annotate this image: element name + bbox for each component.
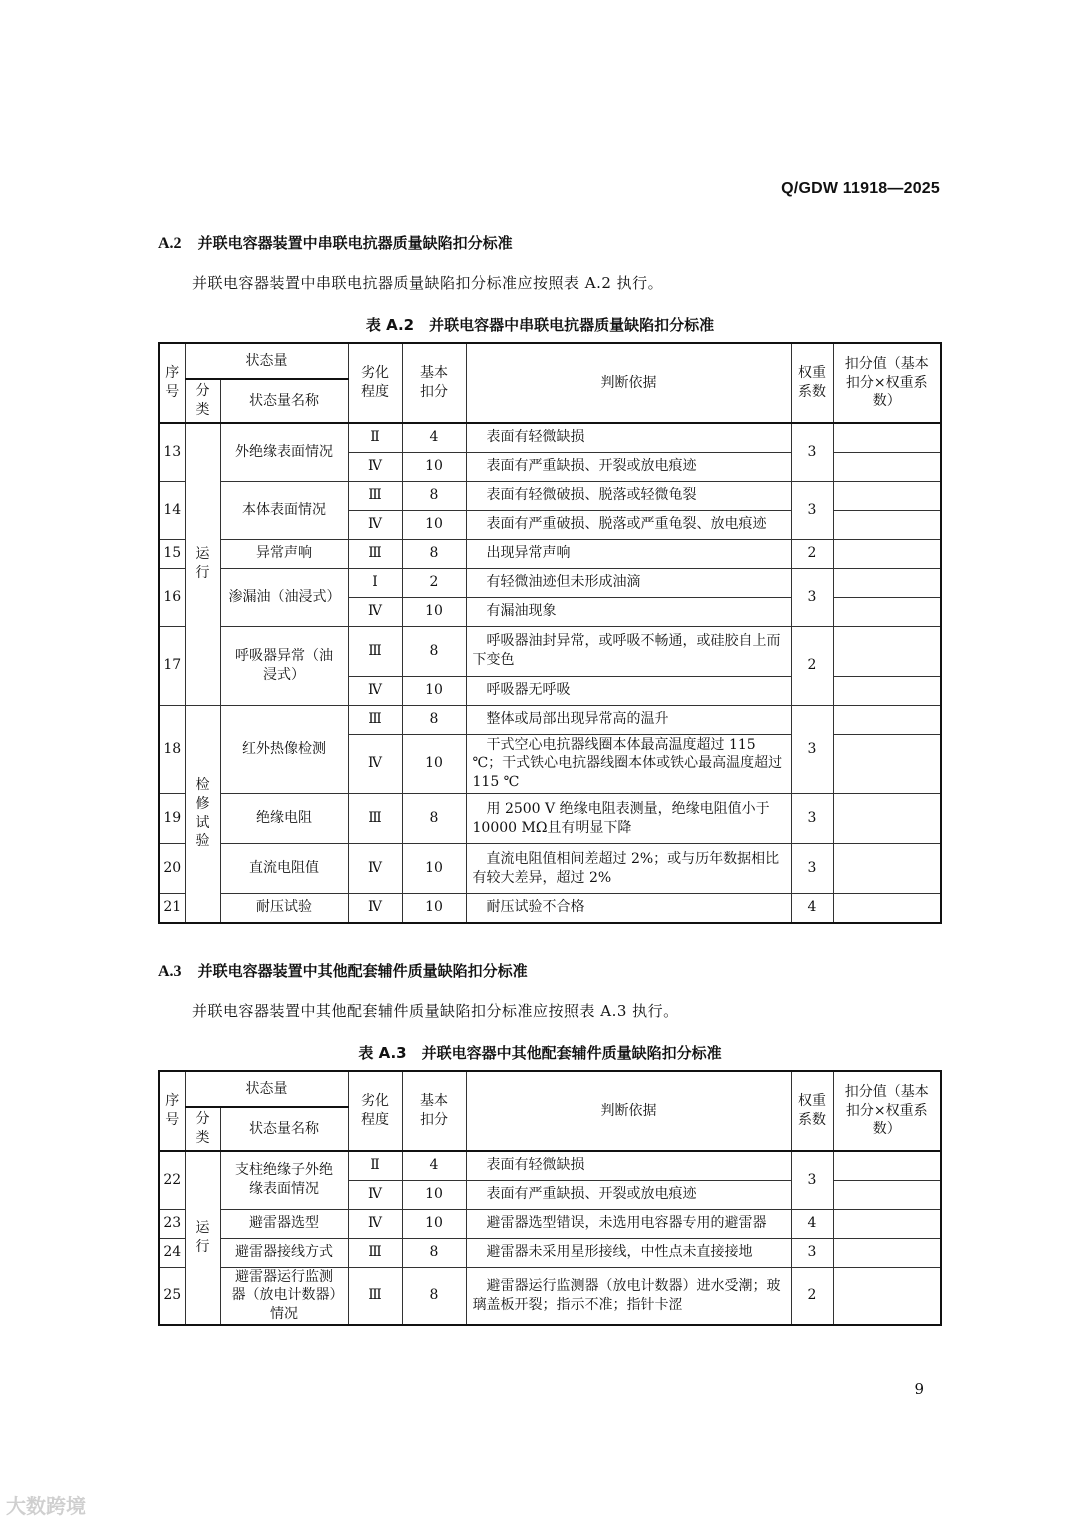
row-basis: 呼吸器油封异常，或呼吸不畅通，或硅胶自上而下变色 — [466, 626, 791, 676]
row-weight: 3 — [791, 568, 833, 626]
row-deduct-value — [833, 539, 941, 568]
row-state-name: 异常声响 — [220, 539, 348, 568]
table-a2 — [158, 342, 942, 924]
row-degree: Ⅱ — [348, 1151, 402, 1180]
row-base: 10 — [402, 734, 466, 794]
row-degree: Ⅲ — [348, 481, 402, 510]
row-seq: 20 — [159, 844, 185, 894]
row-deduct-value — [833, 734, 941, 794]
header-base: 基本扣分 — [402, 343, 466, 423]
row-state-name: 避雷器选型 — [220, 1209, 348, 1238]
row-state-name: 避雷器接线方式 — [220, 1238, 348, 1267]
row-weight: 3 — [791, 423, 833, 481]
row-basis: 用 2500 V 绝缘电阻表测量，绝缘电阻值小于 10000 MΩ且有明显下降 — [466, 794, 791, 844]
row-base: 8 — [402, 794, 466, 844]
section-a2-number: A.2 — [158, 235, 182, 252]
row-weight: 3 — [791, 1238, 833, 1267]
row-deduct-value — [833, 481, 941, 510]
row-base: 8 — [402, 1238, 466, 1267]
header-deduct: 扣分值（基本扣分×权重系数） — [833, 1071, 941, 1151]
row-basis: 干式空心电抗器线圈本体最高温度超过 115 ℃；干式铁心电抗器线圈本体或铁心最高温度超过 115 ℃ — [466, 734, 791, 794]
document-number: Q/GDW 11918—2025 — [781, 180, 940, 197]
table-row — [159, 894, 941, 923]
row-deduct-value — [833, 626, 941, 676]
table-row — [159, 1151, 941, 1180]
row-deduct-value — [833, 510, 941, 539]
row-category: 运行 — [185, 1151, 220, 1325]
row-base: 10 — [402, 510, 466, 539]
section-a2-intro: 并联电容器装置中串联电抗器质量缺陷扣分标准应按照表 A.2 执行。 — [192, 274, 664, 292]
table-row — [159, 844, 941, 894]
row-basis: 表面有轻微缺损 — [466, 423, 791, 452]
row-base: 8 — [402, 1267, 466, 1325]
row-degree: Ⅲ — [348, 794, 402, 844]
row-seq: 17 — [159, 626, 185, 705]
header-basis: 判断依据 — [466, 343, 791, 423]
row-base: 8 — [402, 539, 466, 568]
table-header-row — [159, 1071, 941, 1107]
table-row — [159, 539, 941, 568]
row-basis: 表面有轻微破损、脱落或轻微龟裂 — [466, 481, 791, 510]
row-seq: 21 — [159, 894, 185, 923]
row-deduct-value — [833, 1151, 941, 1180]
row-deduct-value — [833, 568, 941, 597]
table-row — [159, 705, 941, 734]
header-category: 分类 — [185, 379, 220, 423]
header-seq: 序号 — [159, 343, 185, 423]
row-category: 检修试验 — [185, 705, 220, 923]
table-row — [159, 568, 941, 597]
header-degree: 劣化程度 — [348, 1071, 402, 1151]
header-state: 状态量 — [185, 1071, 348, 1107]
row-degree: Ⅳ — [348, 676, 402, 705]
row-seq: 25 — [159, 1267, 185, 1325]
header-degree: 劣化程度 — [348, 343, 402, 423]
row-deduct-value — [833, 676, 941, 705]
page-number: 9 — [914, 1380, 924, 1398]
table-a2-caption: 表 A.2 并联电容器中串联电抗器质量缺陷扣分标准 — [365, 316, 715, 334]
table-row — [159, 1238, 941, 1267]
row-weight: 3 — [791, 794, 833, 844]
section-a3-intro: 并联电容器装置中其他配套辅件质量缺陷扣分标准应按照表 A.3 执行。 — [192, 1002, 679, 1020]
row-degree: Ⅲ — [348, 626, 402, 676]
header-category: 分类 — [185, 1107, 220, 1151]
row-basis: 整体或局部出现异常高的温升 — [466, 705, 791, 734]
row-degree: Ⅳ — [348, 734, 402, 794]
row-state-name: 外绝缘表面情况 — [220, 423, 348, 481]
row-basis: 有轻微油迹但未形成油滴 — [466, 568, 791, 597]
row-category: 运行 — [185, 423, 220, 705]
row-base: 2 — [402, 568, 466, 597]
row-basis: 表面有严重缺损、开裂或放电痕迹 — [466, 452, 791, 481]
row-deduct-value — [833, 1238, 941, 1267]
row-weight: 3 — [791, 844, 833, 894]
row-basis: 直流电阻值相间差超过 2%；或与历年数据相比有较大差异，超过 2% — [466, 844, 791, 894]
row-degree: Ⅳ — [348, 452, 402, 481]
row-seq: 24 — [159, 1238, 185, 1267]
header-base: 基本扣分 — [402, 1071, 466, 1151]
row-degree: Ⅳ — [348, 597, 402, 626]
row-base: 10 — [402, 894, 466, 923]
row-base: 10 — [402, 676, 466, 705]
row-seq: 18 — [159, 705, 185, 794]
row-seq: 23 — [159, 1209, 185, 1238]
header-weight: 权重系数 — [791, 1071, 833, 1151]
table-a3 — [158, 1070, 942, 1326]
row-weight: 3 — [791, 1151, 833, 1209]
row-deduct-value — [833, 423, 941, 452]
header-seq: 序号 — [159, 1071, 185, 1151]
row-deduct-value — [833, 1209, 941, 1238]
row-basis: 耐压试验不合格 — [466, 894, 791, 923]
header-basis: 判断依据 — [466, 1071, 791, 1151]
table-a3-caption: 表 A.3 并联电容器中其他配套辅件质量缺陷扣分标准 — [358, 1044, 722, 1062]
row-degree: Ⅳ — [348, 844, 402, 894]
section-a2-title: 并联电容器装置中串联电抗器质量缺陷扣分标准 — [197, 234, 513, 252]
row-state-name: 耐压试验 — [220, 894, 348, 923]
table-row — [159, 1267, 941, 1325]
row-deduct-value — [833, 705, 941, 734]
row-degree: Ⅲ — [348, 1238, 402, 1267]
row-deduct-value — [833, 1267, 941, 1325]
row-deduct-value — [833, 794, 941, 844]
row-degree: Ⅱ — [348, 423, 402, 452]
row-basis: 避雷器运行监测器（放电计数器）进水受潮；玻璃盖板开裂；指示不准；指针卡涩 — [466, 1267, 791, 1325]
row-base: 8 — [402, 481, 466, 510]
row-base: 8 — [402, 626, 466, 676]
row-basis: 避雷器未采用星形接线，中性点未直接接地 — [466, 1238, 791, 1267]
row-weight: 2 — [791, 626, 833, 705]
row-deduct-value — [833, 452, 941, 481]
table-row — [159, 794, 941, 844]
row-degree: Ⅳ — [348, 1209, 402, 1238]
row-base: 4 — [402, 423, 466, 452]
row-seq: 15 — [159, 539, 185, 568]
row-state-name: 避雷器运行监测器（放电计数器）情况 — [220, 1267, 348, 1325]
section-a3-number: A.3 — [158, 963, 182, 980]
row-base: 10 — [402, 844, 466, 894]
row-weight: 2 — [791, 1267, 833, 1325]
row-seq: 13 — [159, 423, 185, 481]
row-basis: 有漏油现象 — [466, 597, 791, 626]
row-base: 10 — [402, 597, 466, 626]
row-basis: 表面有严重缺损、开裂或放电痕迹 — [466, 1180, 791, 1209]
row-deduct-value — [833, 597, 941, 626]
row-base: 4 — [402, 1151, 466, 1180]
row-base: 10 — [402, 1209, 466, 1238]
row-deduct-value — [833, 844, 941, 894]
header-weight: 权重系数 — [791, 343, 833, 423]
row-weight: 2 — [791, 539, 833, 568]
row-basis: 避雷器选型错误，未选用电容器专用的避雷器 — [466, 1209, 791, 1238]
row-state-name: 本体表面情况 — [220, 481, 348, 539]
header-state-name: 状态量名称 — [220, 1107, 348, 1151]
row-deduct-value — [833, 894, 941, 923]
header-state: 状态量 — [185, 343, 348, 379]
section-a2-heading — [158, 232, 513, 253]
row-state-name: 直流电阻值 — [220, 844, 348, 894]
row-weight: 4 — [791, 894, 833, 923]
table-header-row — [159, 343, 941, 379]
row-seq: 22 — [159, 1151, 185, 1209]
row-degree: Ⅳ — [348, 1180, 402, 1209]
row-weight: 4 — [791, 1209, 833, 1238]
row-degree: Ⅳ — [348, 510, 402, 539]
row-basis: 表面有轻微缺损 — [466, 1151, 791, 1180]
table-row — [159, 1209, 941, 1238]
table-row — [159, 481, 941, 510]
section-a3-title: 并联电容器装置中其他配套辅件质量缺陷扣分标准 — [197, 962, 528, 980]
row-state-name: 呼吸器异常（油浸式） — [220, 626, 348, 705]
row-degree: Ⅲ — [348, 705, 402, 734]
row-degree: Ⅳ — [348, 894, 402, 923]
row-basis: 出现异常声响 — [466, 539, 791, 568]
row-degree: Ⅰ — [348, 568, 402, 597]
row-weight: 3 — [791, 705, 833, 794]
row-degree: Ⅲ — [348, 1267, 402, 1325]
table-row — [159, 423, 941, 452]
row-base: 8 — [402, 705, 466, 734]
row-base: 10 — [402, 1180, 466, 1209]
table-row — [159, 626, 941, 676]
section-a3-heading — [158, 960, 528, 981]
row-seq: 19 — [159, 794, 185, 844]
row-seq: 14 — [159, 481, 185, 539]
row-state-name: 绝缘电阻 — [220, 794, 348, 844]
row-state-name: 支柱绝缘子外绝缘表面情况 — [220, 1151, 348, 1209]
row-deduct-value — [833, 1180, 941, 1209]
header-deduct: 扣分值（基本扣分×权重系数） — [833, 343, 941, 423]
row-base: 10 — [402, 452, 466, 481]
row-basis: 表面有严重破损、脱落或严重龟裂、放电痕迹 — [466, 510, 791, 539]
row-degree: Ⅲ — [348, 539, 402, 568]
row-state-name: 红外热像检测 — [220, 705, 348, 794]
header-state-name: 状态量名称 — [220, 379, 348, 423]
row-state-name: 渗漏油（油浸式） — [220, 568, 348, 626]
row-basis: 呼吸器无呼吸 — [466, 676, 791, 705]
row-weight: 3 — [791, 481, 833, 539]
watermark: 大数跨境 — [6, 1494, 86, 1518]
row-seq: 16 — [159, 568, 185, 626]
